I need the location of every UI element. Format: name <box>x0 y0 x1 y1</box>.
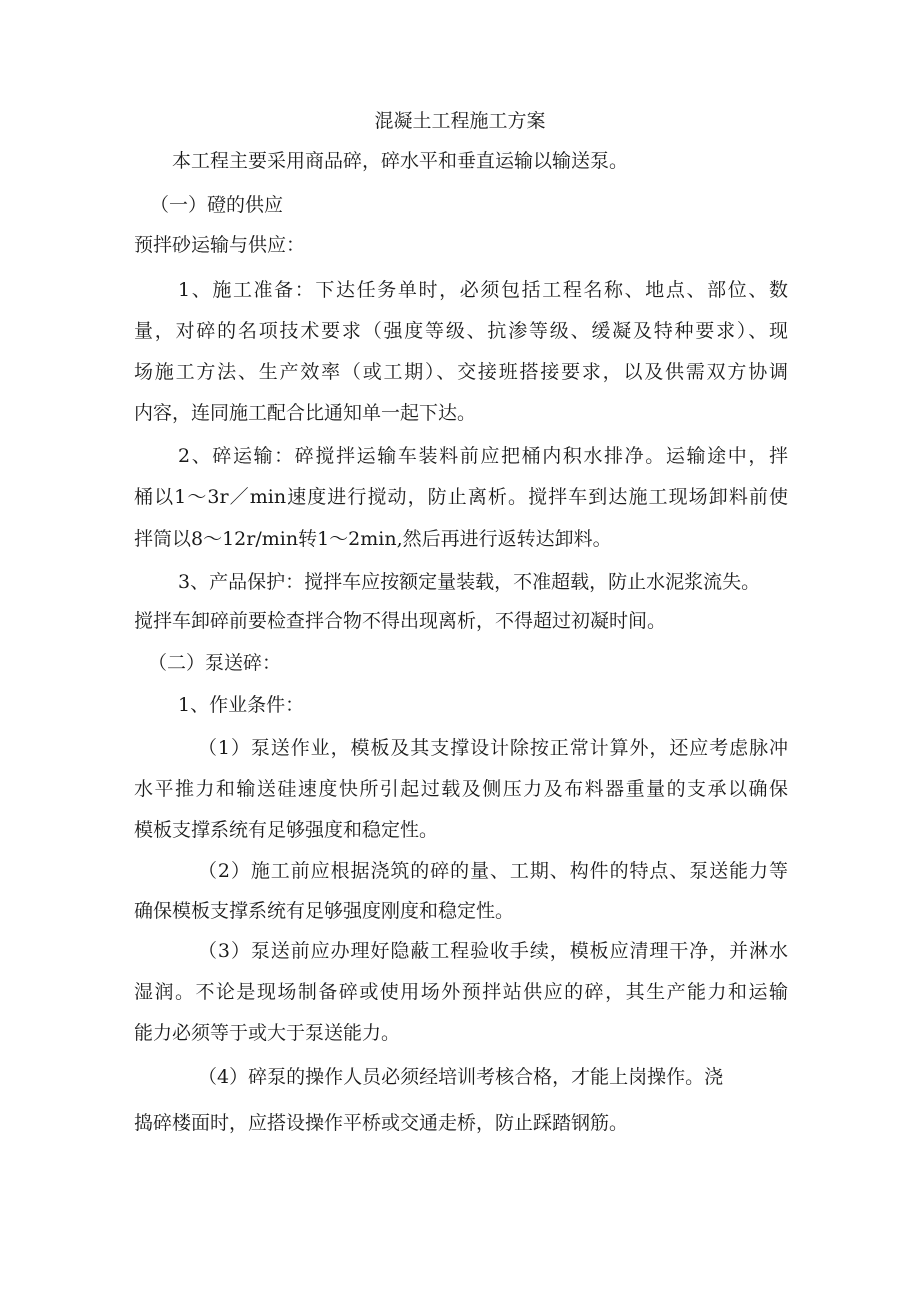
section1-subheading: 预拌砂运输与供应： <box>134 234 306 256</box>
para3-line: 能力必须等于或大于泵送能力。 <box>134 1022 401 1044</box>
item2-line: 2、碎运输：碎搅拌运输车装料前应把桶内积水排净。运输途中，拌 <box>178 445 788 467</box>
para1-line: 水平推力和输送硅速度快所引起过载及侧压力及布料器重量的支承以确保 <box>134 778 788 800</box>
para1-line: （1）泵送作业，模板及其支撑设计除按正常计算外，还应考虑脉冲 <box>198 737 788 759</box>
item1-line: 1、施工准备：下达任务单时，必须包括工程名称、地点、部位、数 <box>178 279 788 301</box>
para3-line: 湿润。不论是现场制备碎或使用场外预拌站供应的碎，其生产能力和运输 <box>134 981 788 1003</box>
item3-line: 搅拌车卸碎前要检查拌合物不得出现离析，不得超过初凝时间。 <box>134 610 667 632</box>
para2-line: 确保模板支撑系统有足够强度刚度和稳定性。 <box>134 900 515 922</box>
item2-line: 拌筒以8～12r/min转1～2min,然后再进行返转达卸料。 <box>134 528 612 550</box>
section1-heading: （一）磴的供应 <box>150 194 284 216</box>
para3-line: （3）泵送前应办理好隐蔽工程验收手续，模板应清理干净，并淋水 <box>198 940 788 962</box>
section2-subheading: 1、作业条件： <box>178 694 305 716</box>
item1-line: 量，对碎的名项技术要求（强度等级、抗渗等级、缓凝及特种要求）、现 <box>134 320 788 342</box>
para1-line: 模板支撑系统有足够强度和稳定性。 <box>134 819 439 841</box>
para2-line: （2）施工前应根据浇筑的碎的量、工期、构件的特点、泵送能力等 <box>198 860 788 882</box>
item1-line: 场施工方法、生产效率（或工期）、交接班搭接要求，以及供需双方协调 <box>134 361 788 383</box>
section2-heading: （二）泵送碎： <box>148 652 282 674</box>
document-title: 混凝土工程施工方案 <box>374 110 546 132</box>
item2-line: 桶以1～3r／min速度进行搅动，防止离析。搅拌车到达施工现场卸料前使 <box>134 486 788 508</box>
para4-line: 捣碎楼面时，应搭设操作平桥或交通走桥，防止踩踏钢筋。 <box>134 1112 629 1134</box>
para4-line: （4）碎泵的操作人员必须经培训考核合格，才能上岗操作。浇 <box>198 1066 724 1088</box>
item3-line: 3、产品保护：搅拌车应按额定量装载，不准超载，防止水泥浆流失。 <box>178 571 761 593</box>
intro-paragraph: 本工程主要采用商品碎，碎水平和垂直运输以输送泵。 <box>172 150 629 172</box>
item1-line: 内容，连同施工配合比通知单一起下达。 <box>134 402 477 424</box>
